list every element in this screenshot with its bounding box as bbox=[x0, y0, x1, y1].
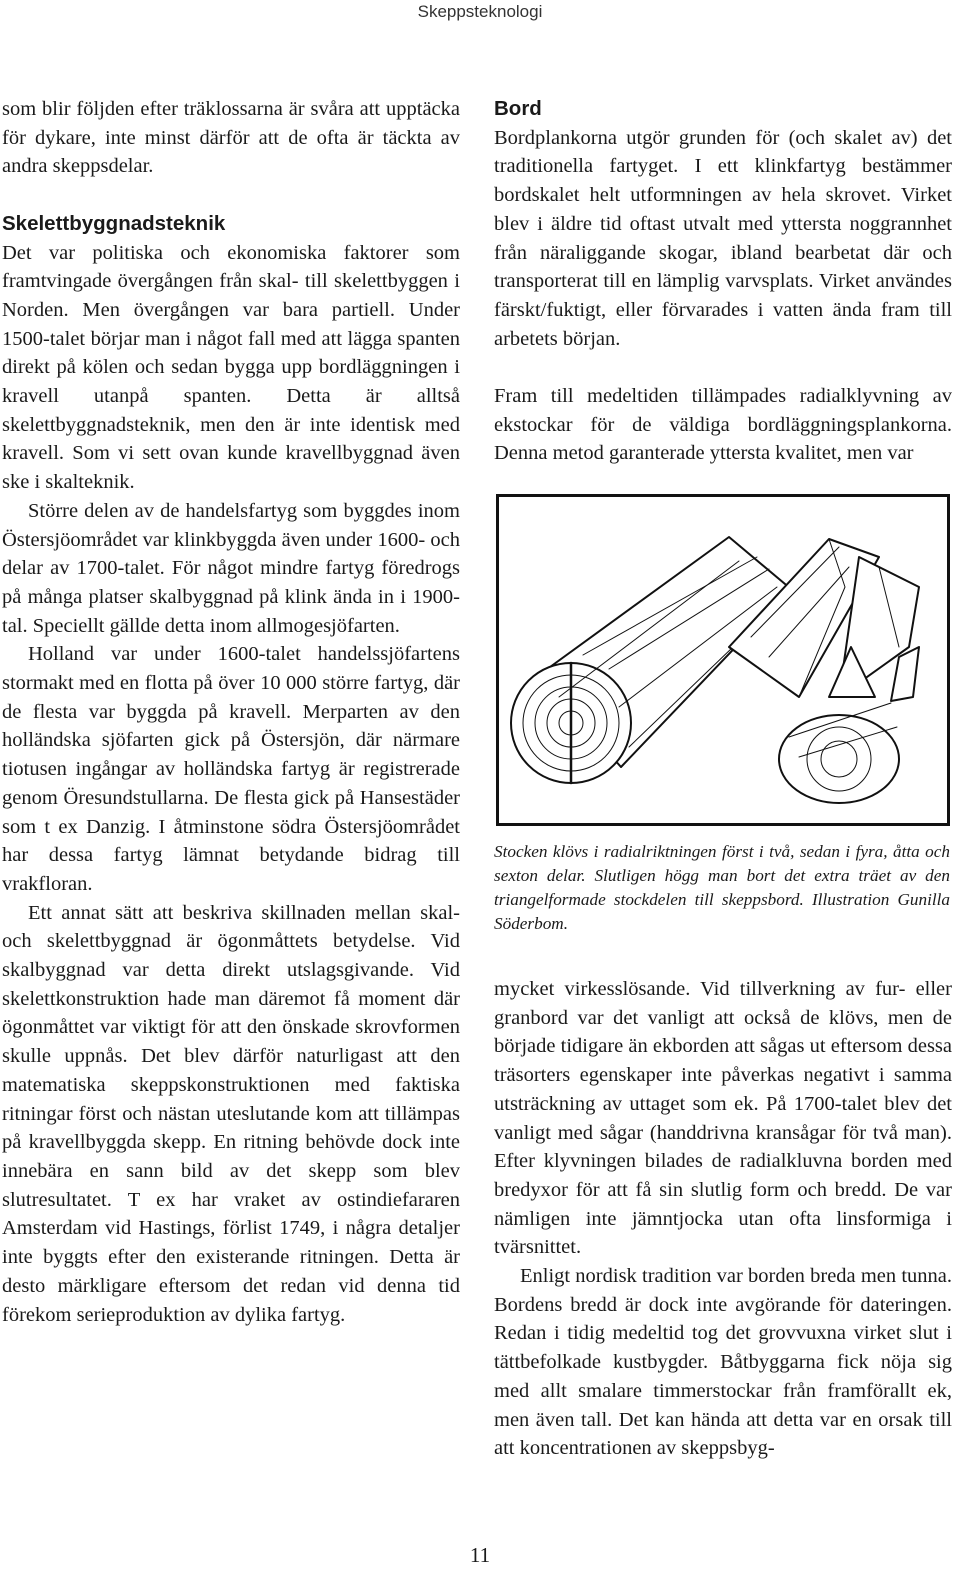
left-column bbox=[2, 95, 460, 1329]
paragraph: Det var politiska och ekonomiska faktorer som framtvingade övergången från skal- till skelettbyggen i Norden. Men övergången var bara partiell. Under 1500-talet börjar man i något fall med att lägga spanten direkt på kölen och sedan bygga upp bordläggningen i kravell utanpå spanten. Detta är alltså skelettbyggnadsteknik, men den är inte identisk med kravell. Som vi sett ovan kunde kravellbyggnad även ske i skalteknik. bbox=[2, 241, 460, 494]
right-column-bottom bbox=[494, 975, 952, 1463]
section-heading-bord: Bord bbox=[494, 97, 542, 120]
running-header: Skeppsteknologi bbox=[417, 2, 543, 21]
paragraph: Enligt nordisk tradition var borden breda men tunna. Bordens bredd är dock inte avgörande för dateringen. Redan i tidig medeltid tog det grovvuxna virket slut i tättbefolkade kustbygder. Båtbyggarna fick nöja sig med allt smalare timmerstockar från framförallt ek, men även tall. Det kan hända att detta var en orsak till att koncentrationen av skeppsbyg- bbox=[494, 1265, 952, 1460]
paragraph: Större delen av de handelsfartyg som byggdes inom Östersjöområdet var klinkbyggda även under 1600- och delar av 1700-talet. För något mindre fartyg föredrogs på många platser skalbyggnad på klink ända in i 1900-tal. Speciellt gällde detta inom allmogesjöfarten. bbox=[2, 499, 460, 637]
section-heading-skelett: Skelettbyggnadsteknik bbox=[2, 211, 226, 235]
paragraph: Ett annat sätt att beskriva skillnaden mellan skal- och skelettbyggnad är ögonmåttets betydelse. Vid skalbyggnad var detta direkt utslagsgivande. Vid skelettkonstruktion hade man däremot få moment där ögonmåttet var viktigt för att den önskade skrovformen skulle uppnås. Det blev därför naturligast att den matematiska skeppskonstruktionen med faktiska ritningar först och nästan uteslutande kom att tillämpas på kravellbyggda skepp. En ritning behövde dock inte innebära en sann bild av det skepp som blev slutresultatet. T ex har vraket av ostindiefararen Amsterdam vid Hastings, förlist 1749, i några detaljer inte byggts efter den existerande ritningen. Detta är desto märkligare eftersom det redan vid denna tid förekom serieproduktion av dylika fartyg. bbox=[2, 901, 460, 1326]
split-log-drawing bbox=[499, 497, 947, 823]
paragraph: mycket virkesslösande. Vid tillverkning av fur- eller granbord var det vanligt att också de klövs, men de började tidigare än ekborden att sågas ut eftersom dessa träsorters egenskaper inte påverkas negativt i samma utsträckning av uttaget som ek. På 1700-talet blev det vanligt med sågar (handdrivna kransågar för två man). Efter klyvningen bilades de radialkluvna borden med bredyxor för att få sin slutlig form och bredd. De var nämligen inte jämntjocka utan ofta linsformiga i tvärsnittet. bbox=[494, 978, 952, 1259]
right-column-top bbox=[494, 95, 952, 468]
paragraph: Bordplankorna utgör grunden för (och skalet av) det traditionella fartyget. I ett klinkfartyg bestämmer bordskalet helt utformningen av hela skrovet. Virket blev i äldre tid oftast utvalt med yttersta noggrannhet från näraliggande skogar, ibland bearbetat där och transporterat till en lämplig varvsplats. Virket användes färskt/fuktigt, eller förvarades i vatten ända fram till arbetets början. bbox=[494, 126, 952, 350]
log-splitting-illustration bbox=[496, 494, 950, 826]
paragraph: Fram till medeltiden tillämpades radialklyvning av ekstockar för de väldiga bordläggningsplankorna. Denna metod garanterade yttersta kvalitet, men var bbox=[494, 385, 952, 465]
paragraph: Holland var under 1600-talet handelssjöfartens stormakt med en flotta på över 10 000 större fartyg, där de flesta var byggda på kravell. Merparten av den holländska sjöfarten gick på Östersjön, där närmare tiotusen ingångar av holländska fartyg är registrerade genom Öresundstullarna. De flesta gick på Hansestäder som t ex Danzig. I åtminstone södra Östersjöområdet har dessa fartyg lämnat betydande bidrag till vrakfloran. bbox=[2, 643, 460, 895]
page-number: 11 bbox=[469, 1543, 491, 1567]
figure-caption: Stocken klövs i radialriktningen först i två, sedan i fyra, åtta och sexton delar. Slutligen högg man bort det extra träet av den triangelformade stockdelen till skeppsbord. Illustration Gunilla Söderbom. bbox=[494, 842, 950, 933]
intro-paragraph: som blir följden efter träklossarna är svåra att upptäcka för dykare, inte minst därför att de ofta är täckta av andra skeppsdelar. bbox=[2, 98, 460, 178]
